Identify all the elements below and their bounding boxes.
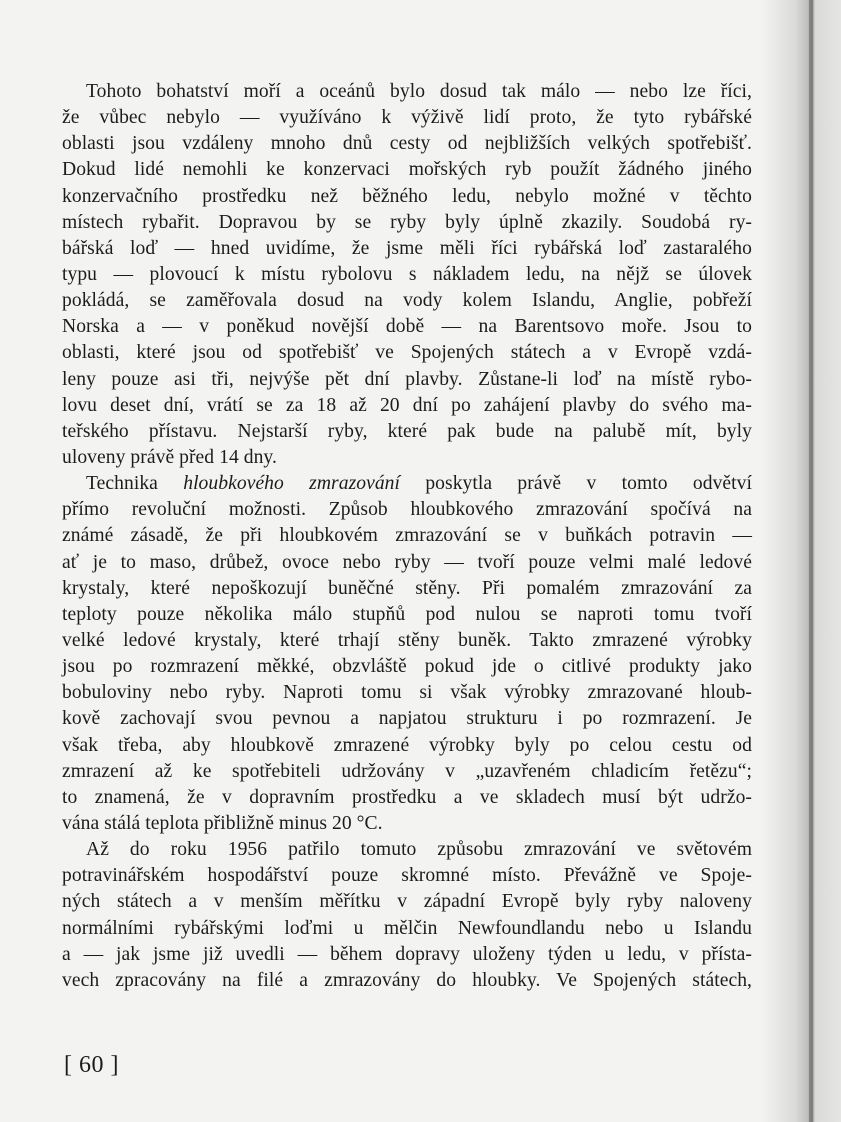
text-line: Dokud lidé nemohli ke konzervaci mořských ryb použít žádného jiného xyxy=(62,159,752,181)
emphasized-term: hloubkového zmrazování xyxy=(183,473,401,495)
text-line: přímo revoluční možnosti. Způsob hloubkového zmrazování spočívá na xyxy=(62,499,752,521)
text-line: bářská loď — hned uvidíme, že jsme měli říci rybářská loď zastaralého xyxy=(62,237,752,259)
text-line: to znamená, že v dopravním prostředku a ve skladech musí být udržo- xyxy=(62,786,752,808)
text-line: typu — plovoucí k místu rybolovu s nákladem ledu, na nějž se úlovek xyxy=(62,263,752,285)
body-text xyxy=(62,79,752,994)
text-line: krystaly, které nepoškozují buněčné stěny. Při pomalém zmrazování za xyxy=(62,577,752,599)
text-line: však třeba, aby hloubkově zmrazené výrobky byly po celou cestu od xyxy=(62,734,752,756)
text-line: a — jak jsme již uvedli — během dopravy uloženy týden u ledu, v přísta- xyxy=(62,943,752,965)
text-line: teřského přístavu. Nejstarší ryby, které pak bude na palubě mít, byly xyxy=(62,420,752,442)
text-line: Norska a — v poněkud novější době — na Barentsovo moře. Jsou to xyxy=(62,316,752,338)
text-run: Technika xyxy=(86,473,184,495)
text-line: vech zpracovány na filé a zmrazovány do hloubky. Ve Spojených státech, xyxy=(62,969,752,991)
text-line: ať je to maso, drůbež, ovoce nebo ryby — tvoří pouze velmi malé ledové xyxy=(62,551,752,573)
text-line: vána stálá teplota přibližně minus 20 °C. xyxy=(62,812,383,834)
text-line: pokládá, se zaměřovala dosud na vody kolem Islandu, Anglie, pobřeží xyxy=(62,290,752,312)
text-line: známé zásadě, že při hloubkovém zmrazování se v buňkách potravin — xyxy=(62,525,752,547)
text-line: potravinářském hospodářství pouze skromné místo. Převážně ve Spoje- xyxy=(62,865,752,887)
paragraph-2 xyxy=(62,471,752,837)
text-line: konzervačního prostředku než běžného ledu, nebylo možné v těchto xyxy=(62,185,752,207)
text-line: zmrazení až ke spotřebiteli udržovány v „uzavřeném chladicím řetězu“; xyxy=(62,760,752,782)
text-line: Tohoto bohatství moří a oceánů bylo dosud tak málo — nebo lze říci, xyxy=(86,81,752,102)
paragraph-3 xyxy=(62,837,752,994)
text-line: bobuloviny nebo ryby. Naproti tomu si však výrobky zmrazované hloub- xyxy=(62,682,752,704)
text-run: poskytla právě v tomto odvětví xyxy=(400,473,752,495)
page-number: [ 60 ] xyxy=(64,1052,119,1078)
text-line: jsou po rozmrazení měkké, obzvláště pokud jde o citlivé produkty jako xyxy=(62,656,752,678)
text-line xyxy=(62,471,752,497)
text-line: místech rybařit. Dopravou by se ryby byly úplně zkazily. Soudobá ry- xyxy=(62,211,752,233)
text-line: teploty pouze několika málo stupňů pod nulou se naproti tomu tvoří xyxy=(62,603,752,625)
text-line: kově zachovají svou pevnou a napjatou strukturu i po rozmrazení. Je xyxy=(62,708,752,730)
paragraph-1 xyxy=(62,79,752,471)
book-spine-shadow xyxy=(809,0,813,1122)
text-line: oblasti jsou vzdáleny mnoho dnů cesty od nejbližších velkých spotřebišť. xyxy=(62,133,752,155)
text-line: leny pouze asi tři, nejvýše pět dní plavby. Zůstane-li loď na místě rybo- xyxy=(62,368,752,390)
text-line: lovu deset dní, vrátí se za 18 až 20 dní po zahájení plavby do svého ma- xyxy=(62,394,752,416)
text-line: uloveny právě před 14 dny. xyxy=(62,446,277,468)
text-line: ných státech a v menším měřítku v západní Evropě byly ryby naloveny xyxy=(62,891,752,913)
text-line: Až do roku 1956 patřilo tomuto způsobu zmrazování ve světovém xyxy=(86,839,752,861)
text-line: oblasti, které jsou od spotřebišť ve Spojených státech a v Evropě vzdá- xyxy=(62,342,752,364)
text-line: velké ledové krystaly, které trhají stěny buněk. Takto zmrazené výrobky xyxy=(62,629,752,651)
text-line: že vůbec nebylo — využíváno k výživě lidí proto, že tyto rybářské xyxy=(62,107,752,129)
text-line: normálními rybářskými loďmi u mělčin Newfoundlandu nebo u Islandu xyxy=(62,917,752,939)
